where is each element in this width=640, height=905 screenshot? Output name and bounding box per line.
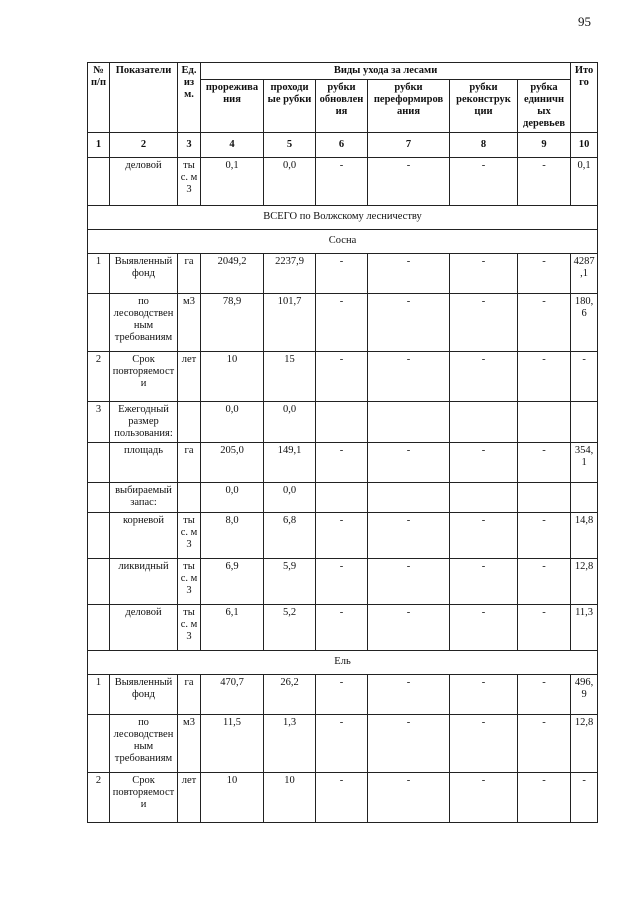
unit-cell: лет xyxy=(178,773,201,823)
table-cell: - xyxy=(368,513,450,559)
table-cell: - xyxy=(368,158,450,206)
column-number: 1 xyxy=(88,133,110,158)
table-cell: - xyxy=(518,158,571,206)
table-cell: - xyxy=(450,352,518,402)
header-sub-reformation-cutting: рубки переформиров ания xyxy=(368,80,450,133)
table-cell xyxy=(368,483,450,513)
table-cell: - xyxy=(450,294,518,352)
unit-cell: м3 xyxy=(178,294,201,352)
table-cell: 1 xyxy=(88,675,110,715)
header-sub-reconstruction-cutting: рубки реконструк ции xyxy=(450,80,518,133)
table-row xyxy=(88,773,598,823)
table-cell: 5,2 xyxy=(264,605,316,651)
table-cell: - xyxy=(368,352,450,402)
table-cell xyxy=(518,402,571,443)
table-cell xyxy=(316,402,368,443)
table-cell: - xyxy=(368,715,450,773)
table-cell xyxy=(88,158,110,206)
table-row xyxy=(88,605,598,651)
indicator-cell: по лесоводствен ным требованиям xyxy=(110,294,178,352)
table-cell: 496, 9 xyxy=(571,675,598,715)
table-cell xyxy=(88,513,110,559)
table-cell: 0,0 xyxy=(264,158,316,206)
section-row xyxy=(88,206,598,230)
table-row xyxy=(88,513,598,559)
column-number: 6 xyxy=(316,133,368,158)
table-cell: - xyxy=(316,675,368,715)
indicator-cell: Выявленный фонд xyxy=(110,254,178,294)
table-cell: - xyxy=(316,605,368,651)
table-cell: - xyxy=(518,715,571,773)
column-numbering-row xyxy=(88,133,598,158)
table-cell: 0,0 xyxy=(264,483,316,513)
table-cell: - xyxy=(368,675,450,715)
table-cell: - xyxy=(316,294,368,352)
table-cell: - xyxy=(450,254,518,294)
indicator-cell: корневой xyxy=(110,513,178,559)
column-number: 2 xyxy=(110,133,178,158)
unit-cell: га xyxy=(178,675,201,715)
unit-cell: ты с. м3 xyxy=(178,605,201,651)
table-cell: 470,7 xyxy=(201,675,264,715)
table-cell: 205,0 xyxy=(201,443,264,483)
table-cell: - xyxy=(518,675,571,715)
unit-cell: га xyxy=(178,443,201,483)
table-cell: - xyxy=(450,773,518,823)
table-cell: - xyxy=(368,559,450,605)
table-cell xyxy=(450,402,518,443)
table-cell: - xyxy=(316,773,368,823)
table-cell: 149,1 xyxy=(264,443,316,483)
table-cell: - xyxy=(316,158,368,206)
table-cell: 10 xyxy=(201,352,264,402)
section-label: Сосна xyxy=(88,230,598,254)
table-cell: 10 xyxy=(264,773,316,823)
table-cell: - xyxy=(316,559,368,605)
table-cell: - xyxy=(316,513,368,559)
indicator-cell: площадь xyxy=(110,443,178,483)
indicator-cell: Ежегодный размер пользования: xyxy=(110,402,178,443)
table-cell: 0,0 xyxy=(201,483,264,513)
header-sub-passage-cutting: проходи ые рубки xyxy=(264,80,316,133)
table-cell: 8,0 xyxy=(201,513,264,559)
table-row xyxy=(88,715,598,773)
header-col-number: № п/п xyxy=(88,63,110,133)
unit-cell: ты с. м3 xyxy=(178,158,201,206)
table-cell xyxy=(88,443,110,483)
indicator-cell: Срок повторяемост и xyxy=(110,352,178,402)
table-cell xyxy=(88,294,110,352)
table-cell: - xyxy=(450,443,518,483)
table-cell: 1 xyxy=(88,254,110,294)
table-cell: - xyxy=(368,443,450,483)
section-row xyxy=(88,651,598,675)
indicator-cell: ликвидный xyxy=(110,559,178,605)
section-label: Ель xyxy=(88,651,598,675)
unit-cell: ты с. м3 xyxy=(178,513,201,559)
indicator-cell: Выявленный фонд xyxy=(110,675,178,715)
table-cell: - xyxy=(518,254,571,294)
table-cell: - xyxy=(450,715,518,773)
header-sub-single-tree-cutting: рубка единичн ых деревьев xyxy=(518,80,571,133)
table-cell: - xyxy=(450,158,518,206)
table-cell xyxy=(88,715,110,773)
table-cell: - xyxy=(316,352,368,402)
table-cell: - xyxy=(368,294,450,352)
table-cell: - xyxy=(518,605,571,651)
table-cell: - xyxy=(316,254,368,294)
table-cell xyxy=(450,483,518,513)
table-cell: - xyxy=(316,443,368,483)
table-row xyxy=(88,402,598,443)
table-cell: - xyxy=(316,715,368,773)
table-cell: 2 xyxy=(88,352,110,402)
table-cell: - xyxy=(518,443,571,483)
column-number: 4 xyxy=(201,133,264,158)
table-body xyxy=(88,158,598,823)
table-cell: 12,8 xyxy=(571,559,598,605)
table-cell: 6,1 xyxy=(201,605,264,651)
header-sub-renewal-cutting: рубки обновлен ия xyxy=(316,80,368,133)
unit-cell: ты с. м3 xyxy=(178,559,201,605)
column-number: 10 xyxy=(571,133,598,158)
table-cell: 101,7 xyxy=(264,294,316,352)
section-row xyxy=(88,230,598,254)
table-cell: - xyxy=(571,773,598,823)
table-cell: 11,3 xyxy=(571,605,598,651)
table-cell: 2049,2 xyxy=(201,254,264,294)
table-cell: 78,9 xyxy=(201,294,264,352)
table-cell: 3 xyxy=(88,402,110,443)
table-cell: - xyxy=(368,254,450,294)
column-number: 9 xyxy=(518,133,571,158)
table-row xyxy=(88,158,598,206)
header-row-top xyxy=(88,63,598,80)
header-group-title: Виды ухода за лесами xyxy=(201,63,571,80)
table-cell: 14,8 xyxy=(571,513,598,559)
unit-cell: м3 xyxy=(178,715,201,773)
table-row xyxy=(88,254,598,294)
table-row xyxy=(88,352,598,402)
table-cell: - xyxy=(368,605,450,651)
table-cell: - xyxy=(450,605,518,651)
table-cell xyxy=(88,605,110,651)
table-cell: 12,8 xyxy=(571,715,598,773)
indicator-cell: деловой xyxy=(110,158,178,206)
table-cell: - xyxy=(571,352,598,402)
table-cell: 5,9 xyxy=(264,559,316,605)
table-row xyxy=(88,294,598,352)
table-row xyxy=(88,443,598,483)
table-cell: 1,3 xyxy=(264,715,316,773)
table-cell: 2 xyxy=(88,773,110,823)
header-col-total: Ито го xyxy=(571,63,598,133)
table-cell: - xyxy=(518,773,571,823)
table-cell: - xyxy=(518,513,571,559)
table-cell: 11,5 xyxy=(201,715,264,773)
table-cell: 354, 1 xyxy=(571,443,598,483)
indicator-cell: деловой xyxy=(110,605,178,651)
header-col-unit: Ед. из м. xyxy=(178,63,201,133)
table-cell: - xyxy=(518,352,571,402)
table-cell: 0,0 xyxy=(264,402,316,443)
table-cell xyxy=(88,483,110,513)
header-col-indicators: Показатели xyxy=(110,63,178,133)
table-cell: 0,1 xyxy=(571,158,598,206)
table-row xyxy=(88,675,598,715)
table-row xyxy=(88,559,598,605)
table-cell: 4287 ,1 xyxy=(571,254,598,294)
column-number: 5 xyxy=(264,133,316,158)
section-label: ВСЕГО по Волжскому лесничеству xyxy=(88,206,598,230)
page-number: 95 xyxy=(578,14,591,29)
table-cell: - xyxy=(450,675,518,715)
column-number: 8 xyxy=(450,133,518,158)
table-cell: - xyxy=(450,559,518,605)
table-cell: 180, 6 xyxy=(571,294,598,352)
table-cell: - xyxy=(450,513,518,559)
header-sub-thinning: прорежива ния xyxy=(201,80,264,133)
table-cell xyxy=(571,402,598,443)
indicator-cell: по лесоводствен ным требованиям xyxy=(110,715,178,773)
table-cell: 0,0 xyxy=(201,402,264,443)
table-cell: 2237,9 xyxy=(264,254,316,294)
unit-cell: га xyxy=(178,254,201,294)
table-cell: 6,9 xyxy=(201,559,264,605)
column-number: 3 xyxy=(178,133,201,158)
table-cell xyxy=(368,402,450,443)
indicator-cell: выбираемый запас: xyxy=(110,483,178,513)
table-cell: 10 xyxy=(201,773,264,823)
table-cell: 0,1 xyxy=(201,158,264,206)
forest-care-table xyxy=(87,62,598,823)
table-row xyxy=(88,483,598,513)
table-cell: - xyxy=(368,773,450,823)
table-cell xyxy=(316,483,368,513)
unit-cell xyxy=(178,402,201,443)
indicator-cell: Срок повторяемост и xyxy=(110,773,178,823)
table-cell: - xyxy=(518,294,571,352)
unit-cell xyxy=(178,483,201,513)
table-cell xyxy=(518,483,571,513)
table-cell: - xyxy=(518,559,571,605)
table-cell xyxy=(88,559,110,605)
column-number: 7 xyxy=(368,133,450,158)
table-cell: 26,2 xyxy=(264,675,316,715)
table-cell: 6,8 xyxy=(264,513,316,559)
table-cell: 15 xyxy=(264,352,316,402)
table-cell xyxy=(571,483,598,513)
unit-cell: лет xyxy=(178,352,201,402)
